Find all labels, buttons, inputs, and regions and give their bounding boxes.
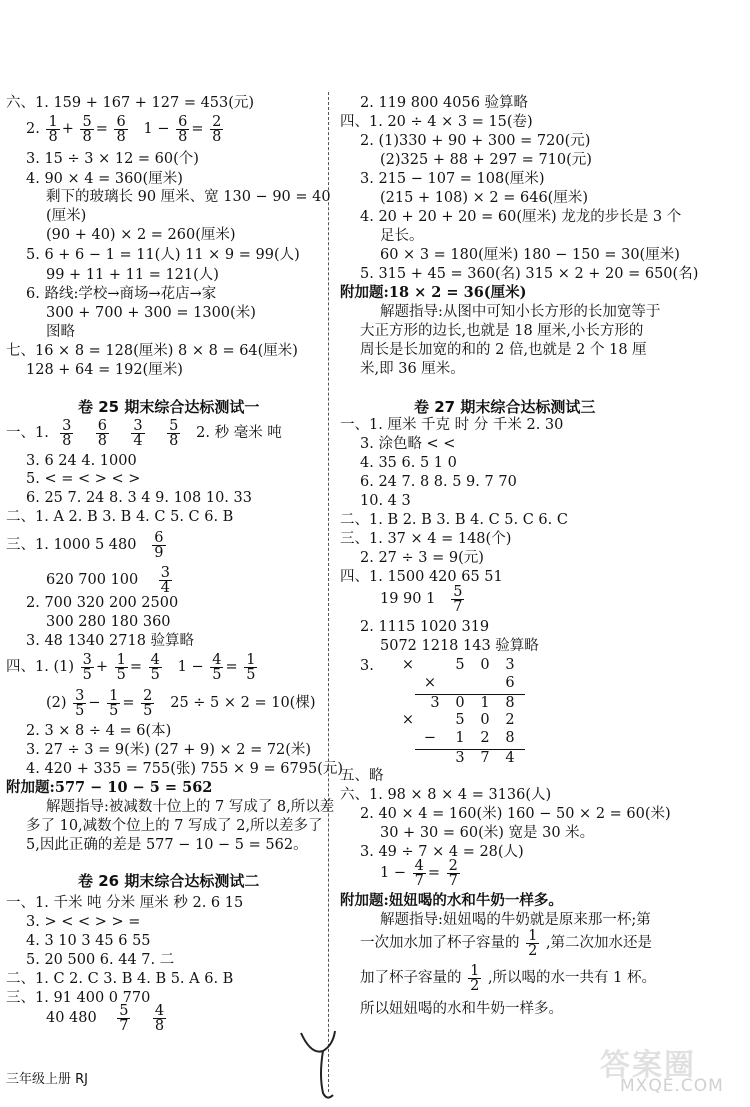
answer-line: (2)325 + 88 + 297 = 710(元) [380, 152, 592, 168]
digit: 8 [505, 695, 515, 711]
bonus-line: 附加题:18 × 2 = 36(厘米) [340, 284, 527, 301]
expression-text: 25 ÷ 5 × 2 = 10(棵) [170, 695, 316, 711]
fraction: $\frac{3}{5}$ [82, 651, 92, 683]
explanation-line: 周长是长加宽的和的 2 倍,也就是 2 个 18 厘 [360, 342, 647, 358]
answer-line: 一、1. 厘米 千克 时 分 千米 2. 30 [340, 417, 564, 433]
answer-line: 3. 涂色略 < < [360, 436, 456, 452]
explanation-text: ,所以喝的水一共有 1 杯。 [487, 970, 657, 986]
page-footer: 三年级上册 RJ [6, 1072, 88, 1087]
fraction: $\frac{4}{5}$ [150, 651, 160, 683]
answer-line: 三、1. 37 × 4 = 148(个) [340, 531, 512, 547]
explanation-text: 一次加水加了杯子容量的 [360, 935, 520, 951]
answer-line: 足长。 [380, 228, 424, 244]
answer-line: 6. 24 7. 8 8. 5 9. 7 70 [360, 474, 517, 490]
answer-line: 五、略 [340, 768, 384, 784]
operator: × [401, 712, 415, 728]
digit: 0 [480, 712, 490, 728]
answer-line: 2. 700 320 200 2500 [26, 595, 179, 611]
answer-line: 3. 215 − 107 = 108(厘米) [360, 171, 545, 187]
answer-line-fractions [46, 1003, 168, 1033]
answer-line: 2. 3 × 8 ÷ 4 = 6(本) [26, 723, 172, 739]
fraction: $\frac{1}{5}$ [246, 651, 256, 683]
column-divider [328, 92, 329, 1092]
answer-line: 一、1. 千米 吨 分米 厘米 秒 2. 6 15 [6, 895, 244, 911]
answer-line: 六、1. 98 × 8 × 4 = 3136(人) [340, 787, 552, 803]
explanation-line [360, 962, 656, 994]
explanation-line: 解题指导:被减数十位上的 7 写成了 8,所以差 [46, 799, 335, 815]
expression-text: 19 90 1 [380, 591, 436, 607]
answer-line: 3. 27 ÷ 3 = 9(米) (27 + 9) × 2 = 72(米) [26, 742, 312, 758]
explanation-line: 解题指导:妞妞喝的牛奶就是原来那一杯;第 [380, 912, 651, 928]
digit: 7 [480, 750, 490, 766]
answer-line: 2. 27 ÷ 3 = 9(元) [360, 550, 484, 566]
fraction: $\frac{5}{7}$ [119, 1002, 129, 1034]
fraction: $\frac{1}{5}$ [116, 651, 126, 683]
expression-text: 三、1. 1000 5 480 [6, 537, 137, 553]
explanation-line: 解题指导:从图中可知小长方形的长加宽等于 [380, 304, 661, 320]
fraction: $\frac{1}{2}$ [528, 927, 538, 959]
answer-line: 2. (1)330 + 90 + 300 = 720(元) [360, 133, 591, 149]
answer-line: 六、1. 159 + 167 + 127 = 453(元) [6, 95, 255, 111]
digit: 0 [480, 657, 490, 673]
answer-line-fractions: 2. $\frac{1}{8}$ + $\frac{5}{8}$ = $\frac{6}{8}$ 1 − $\frac{6}{8}$ = $\frac{2}{8}$ [26, 113, 222, 145]
expression-text: 1 − [143, 121, 170, 137]
digit: 2 [505, 712, 515, 728]
answer-line-fractions [380, 584, 466, 614]
answer-line: 6. 25 7. 24 8. 3 4 9. 108 10. 33 [26, 490, 252, 506]
answer-line-fractions: (2) $\frac{3}{5}$ − $\frac{1}{5}$ = $\frac{2}{5}$ 25 ÷ 5 × 2 = 10(棵) [46, 687, 316, 719]
answer-line: 三、1. 91 400 0 770 [6, 990, 151, 1006]
digit: 1 [455, 730, 465, 746]
fraction: $\frac{2}{8}$ [212, 113, 222, 145]
answer-line: 4. 20 + 20 + 20 = 60(厘米) 龙龙的步长是 3 个 [360, 209, 682, 225]
fraction: $\frac{6}{8}$ [116, 113, 126, 145]
explanation-line [360, 927, 652, 959]
answer-line-fractions: 四、1. (1) $\frac{3}{5}$ + $\frac{1}{5}$ = $\frac{4}{5}$ 1 − $\frac{4}{5}$ = $\frac{1}{5}$ [6, 651, 256, 683]
fraction: $\frac{4}{5}$ [212, 651, 222, 683]
operator: − [423, 730, 437, 746]
fraction: $\frac{5}{8}$ [82, 113, 92, 145]
expression-text: 1 − [380, 865, 406, 881]
answer-line: 2. 119 800 4056 验算略 [360, 95, 529, 111]
answer-line: 3. [360, 658, 374, 674]
answer-line-fractions: 1 − $\frac{4}{7}$ = $\frac{2}{7}$ [380, 857, 458, 889]
answer-line: 2. 1115 1020 319 [360, 619, 490, 635]
answer-line: 5. 315 + 45 = 360(名) 315 × 2 + 20 = 650(名) [360, 266, 699, 282]
answer-line: 3. 48 1340 2718 验算略 [26, 633, 195, 649]
fraction: $\frac{1}{5}$ [109, 687, 119, 719]
explanation-line: 所以妞妞喝的水和牛奶一样多。 [360, 1001, 563, 1017]
vertical-calculation [400, 712, 530, 772]
vertical-calculation [400, 657, 530, 717]
answer-line-fractions [6, 530, 168, 560]
answer-line: 二、1. C 2. C 3. B 4. B 5. A 6. B [6, 971, 234, 987]
answer-line: 3. 6 24 4. 1000 [26, 453, 137, 469]
handwritten-scribble [293, 1025, 353, 1103]
answer-line: 2. 40 × 4 = 160(米) 160 − 50 × 2 = 60(米) [360, 806, 671, 822]
digit: 6 [505, 675, 515, 691]
fraction: $\frac{4}{8}$ [154, 1002, 165, 1034]
answer-line: 4. 35 6. 5 1 0 [360, 455, 457, 471]
section-title: 卷 25 期末综合达标测试一 [78, 398, 260, 416]
fraction: $\frac{2}{7}$ [448, 857, 458, 889]
fraction: $\frac{3}{5}$ [75, 687, 85, 719]
digit: 4 [505, 750, 515, 766]
digit: 5 [455, 657, 465, 673]
answer-line: 3. 15 ÷ 3 × 12 = 60(个) [26, 151, 199, 167]
fraction: $\frac{6}{8}$ [97, 417, 107, 449]
watermark-url: MXQE.COM [620, 1076, 724, 1096]
answer-line: 3. > < < > > = [26, 914, 141, 930]
explanation-line: 5,因此正确的差是 577 − 10 − 5 = 562。 [26, 837, 308, 853]
answer-line: 5. 20 500 6. 44 7. 二 [26, 952, 175, 968]
digit: 8 [505, 730, 515, 746]
item-number: 2. [26, 121, 40, 137]
answer-line: 30 + 30 = 60(米) 宽是 30 米。 [380, 825, 595, 841]
fraction: $\frac{1}{2}$ [470, 962, 480, 994]
answer-line: 4. 3 10 3 45 6 55 [26, 933, 151, 949]
expression-text: 2. 秒 毫米 吨 [196, 425, 282, 441]
answer-line: 四、1. 20 ÷ 4 × 3 = 15(卷) [340, 114, 533, 130]
answer-line: 300 + 700 + 300 = 1300(米) [46, 305, 256, 321]
section-title: 卷 27 期末综合达标测试三 [414, 398, 596, 416]
answer-line: 剩下的玻璃长 90 厘米、宽 130 − 90 = 40 [46, 189, 331, 205]
expression-text: (2) [46, 695, 67, 711]
fraction: $\frac{5}{8}$ [169, 417, 179, 449]
answer-line: 图略 [46, 324, 75, 340]
answer-line: 99 + 11 + 11 = 121(人) [46, 267, 219, 283]
answer-line: 4. 90 × 4 = 360(厘米) [26, 171, 183, 187]
answer-line: 300 280 180 360 [46, 614, 171, 630]
answer-line: (厘米) [46, 208, 87, 224]
fraction: $\frac{1}{8}$ [48, 113, 58, 145]
expression-text: 40 480 [46, 1010, 97, 1026]
fraction: $\frac{4}{7}$ [414, 857, 424, 889]
fraction: $\frac{3}{8}$ [62, 417, 72, 449]
answer-line-fractions [46, 565, 174, 595]
digit: 3 [455, 750, 465, 766]
digit: 3 [505, 657, 515, 673]
fraction: $\frac{6}{8}$ [178, 113, 188, 145]
answer-line-fractions [6, 418, 282, 448]
watermark-logo [600, 1040, 740, 1100]
fraction: $\frac{5}{7}$ [453, 583, 463, 615]
section-title: 卷 26 期末综合达标测试二 [78, 872, 260, 890]
expression-text: 620 700 100 [46, 572, 139, 588]
digit: 1 [480, 695, 490, 711]
operator: × [401, 657, 415, 673]
bonus-line: 附加题:妞妞喝的水和牛奶一样多。 [340, 892, 563, 909]
fraction: $\frac{2}{5}$ [143, 687, 153, 719]
answer-line: 6. 路线:学校→商场→花店→家 [26, 286, 217, 302]
answer-line: 3. 49 ÷ 7 × 4 = 28(人) [360, 844, 524, 860]
digit: 0 [455, 695, 465, 711]
answer-line: 二、1. B 2. B 3. B 4. C 5. C 6. C [340, 512, 568, 528]
explanation-text: 加了杯子容量的 [360, 970, 462, 986]
watermark-text: 答案圈 [600, 1048, 696, 1083]
explanation-line: 米,即 36 厘米。 [360, 361, 465, 377]
fraction: $\frac{3}{4}$ [133, 417, 143, 449]
answer-line: 60 × 3 = 180(厘米) 180 − 150 = 30(厘米) [380, 247, 680, 263]
answer-line: 四、1. 1500 420 65 51 [340, 569, 503, 585]
bonus-line: 附加题:577 − 10 − 5 = 562 [6, 779, 213, 796]
digit: 2 [480, 730, 490, 746]
operator: × [423, 675, 437, 691]
answer-line: 10. 4 3 [360, 493, 411, 509]
expression-text: 四、1. (1) [6, 659, 74, 675]
fraction: $\frac{3}{4}$ [160, 564, 170, 596]
answer-line: 二、1. A 2. B 3. B 4. C 5. C 6. B [6, 509, 234, 525]
item-number: 一、1. [6, 425, 49, 441]
explanation-line: 多了 10,减数个位上的 7 写成了 2,所以差多了 [26, 818, 323, 834]
answer-line: 4. 420 + 335 = 755(张) 755 × 9 = 6795(元) [26, 761, 343, 777]
fraction: $\frac{6}{9}$ [154, 529, 164, 561]
answer-line: 七、16 × 8 = 128(厘米) 8 × 8 = 64(厘米) [6, 343, 298, 359]
answer-line: 5. 6 + 6 − 1 = 11(人) 11 × 9 = 99(人) [26, 247, 300, 263]
explanation-line: 大正方形的边长,也就是 18 厘米,小长方形的 [360, 323, 644, 339]
answer-line: (90 + 40) × 2 = 260(厘米) [46, 227, 236, 243]
digit: 3 [430, 695, 440, 711]
answer-line: 5072 1218 143 验算略 [380, 638, 539, 654]
explanation-text: ,第二次加水还是 [545, 935, 653, 951]
expression-text: 1 − [177, 659, 204, 675]
answer-line: 5. < = < > < > [26, 471, 141, 487]
digit: 5 [455, 712, 465, 728]
answer-line: 128 + 64 = 192(厘米) [26, 362, 183, 378]
answer-line: (215 + 108) × 2 = 646(厘米) [380, 190, 588, 206]
